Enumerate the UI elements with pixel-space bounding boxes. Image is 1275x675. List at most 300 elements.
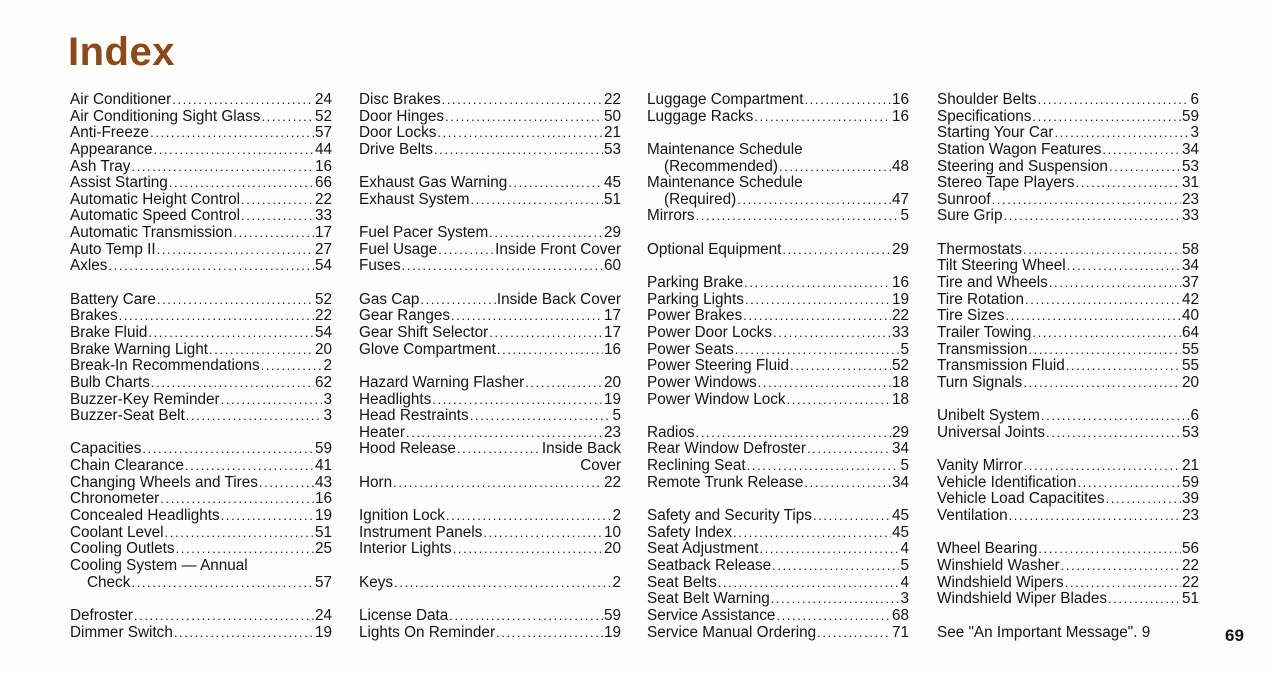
index-entry (647, 109, 909, 126)
dot-leader (142, 441, 314, 458)
page-reference: 2 (612, 507, 621, 525)
index-term: Transmission (937, 340, 1028, 358)
page-reference: 10 (603, 523, 621, 541)
dot-leader (1077, 475, 1181, 492)
page-reference: 53 (1181, 423, 1199, 441)
index-term: Drive Belts (359, 140, 433, 158)
page-reference: 16 (314, 157, 332, 175)
index-entry (359, 192, 621, 209)
index-term: Tire and Wheels (937, 274, 1048, 292)
page-reference: 5 (900, 340, 909, 358)
page-reference: 27 (314, 240, 332, 258)
index-entry (647, 608, 909, 625)
page-reference: 43 (314, 473, 332, 491)
index-entry (937, 92, 1199, 109)
index-term: Capacities (70, 440, 142, 458)
index-column-4 (937, 92, 1199, 641)
index-entry (937, 541, 1199, 558)
dot-leader (1046, 425, 1181, 442)
dot-leader (1041, 408, 1190, 425)
page-reference: 41 (314, 457, 332, 475)
index-term: Ventilation (937, 507, 1008, 525)
index-term: Vehicle Load Capacitites (937, 490, 1105, 508)
index-term: Fuel Usage (359, 240, 438, 258)
index-entry (70, 408, 332, 425)
index-entry (647, 558, 909, 575)
entry-spacer (359, 208, 621, 225)
dot-leader (154, 142, 314, 159)
dot-leader (446, 508, 612, 525)
index-term: Appearance (70, 140, 153, 158)
index-entry (647, 192, 909, 209)
page-reference: 19 (603, 623, 621, 641)
page-reference: 2 (323, 357, 332, 375)
index-entry (70, 458, 332, 475)
dot-leader (261, 109, 314, 126)
index-entry (937, 308, 1199, 325)
dot-leader (165, 525, 314, 542)
entry-spacer (359, 358, 621, 375)
dot-leader (1055, 125, 1190, 142)
index-column-1 (70, 92, 332, 641)
page-reference: 4 (900, 540, 909, 558)
dot-leader (497, 342, 603, 359)
index-entry (647, 591, 909, 608)
index-entry (937, 325, 1199, 342)
dot-leader (1038, 541, 1181, 558)
index-entry (937, 159, 1199, 176)
index-entry (359, 175, 621, 192)
page-reference: 23 (1181, 190, 1199, 208)
index-term: Axles (70, 257, 108, 275)
dot-leader (813, 508, 891, 525)
index-term: Coolant Level (70, 523, 164, 541)
index-term: Starting Your Car (937, 124, 1054, 142)
index-term: Battery Care (70, 290, 156, 308)
page-reference: 34 (1181, 257, 1199, 275)
index-term: Remote Trunk Release (647, 473, 804, 491)
index-term: Brake Warning Light (70, 340, 209, 358)
index-term: Exhaust Gas Warning (359, 174, 508, 192)
index-term: Bulb Charts (70, 373, 150, 391)
index-entry (359, 475, 621, 492)
entry-spacer (359, 558, 621, 575)
dot-leader (804, 475, 891, 492)
entry-spacer (647, 258, 909, 275)
page-reference: 31 (1181, 174, 1199, 192)
dot-leader (169, 175, 314, 192)
dot-leader (804, 92, 891, 109)
page-reference: 33 (1181, 207, 1199, 225)
index-term: Disc Brakes (359, 91, 441, 108)
dot-leader (759, 541, 899, 558)
dot-leader (434, 142, 603, 159)
index-entry (647, 242, 909, 259)
index-term: Power Brakes (647, 307, 743, 325)
index-term: Parking Lights (647, 290, 744, 308)
page-reference: 42 (1181, 290, 1199, 308)
dot-leader (992, 192, 1181, 209)
page-reference: 60 (603, 257, 621, 275)
dot-leader (1009, 508, 1181, 525)
index-entry (70, 208, 332, 225)
dot-leader (174, 625, 314, 642)
page-reference: 22 (314, 190, 332, 208)
index-entry (647, 92, 909, 109)
index-term: Specifications (937, 107, 1032, 125)
dot-leader (1023, 375, 1181, 392)
dot-leader (772, 558, 899, 575)
page-reference: 53 (1181, 157, 1199, 175)
index-entry (70, 192, 332, 209)
dot-leader (221, 392, 323, 409)
entry-spacer (647, 125, 909, 142)
index-entry (937, 275, 1199, 292)
index-term: Station Wagon Features (937, 140, 1102, 158)
dot-leader (233, 225, 314, 242)
index-term: Fuses (359, 257, 401, 275)
page-reference: 34 (891, 473, 909, 491)
dot-leader (151, 375, 314, 392)
page-reference: 58 (1181, 240, 1199, 258)
page-reference: 18 (891, 373, 909, 391)
entry-spacer (359, 159, 621, 176)
index-term: Auto Temp II (70, 240, 156, 258)
dot-leader (445, 109, 603, 126)
index-entry (647, 508, 909, 525)
index-entry (937, 192, 1199, 209)
entry-spacer (937, 525, 1199, 542)
page-reference: 62 (314, 373, 332, 391)
index-entry (647, 475, 909, 492)
index-term: Hazard Warning Flasher (359, 373, 525, 391)
entry-spacer (937, 441, 1199, 458)
dot-leader (131, 159, 314, 176)
page-reference: 20 (603, 540, 621, 558)
page-reference: 59 (1181, 473, 1199, 491)
dot-leader (1066, 358, 1181, 375)
index-entry (70, 292, 332, 309)
index-entry (359, 425, 621, 442)
index-entry (937, 625, 1199, 642)
entry-separator: . (1133, 623, 1142, 641)
index-term: Trailer Towing (937, 323, 1032, 341)
page-reference: 29 (891, 240, 909, 258)
index-term: Automatic Speed Control (70, 207, 241, 225)
index-term: Sure Grip (937, 207, 1003, 225)
page-reference: Inside Back (541, 440, 621, 458)
entry-spacer (359, 275, 621, 292)
index-entry (647, 325, 909, 342)
index-entry (359, 109, 621, 126)
dot-leader (470, 408, 612, 425)
index-term: Door Hinges (359, 107, 445, 125)
page-reference: 48 (891, 157, 909, 175)
index-entry (647, 392, 909, 409)
page-reference: 54 (314, 323, 332, 341)
page-reference: 3 (1190, 124, 1199, 142)
index-term: Universal Joints (937, 423, 1045, 441)
index-entry (937, 258, 1199, 275)
index-term: Assist Starting (70, 174, 168, 192)
index-term: Power Steering Fluid (647, 357, 789, 375)
index-term: Vehicle Identification (937, 473, 1077, 491)
page-reference: 59 (1181, 107, 1199, 125)
dot-leader (1028, 342, 1181, 359)
page-reference: 16 (314, 490, 332, 508)
page-reference: 19 (314, 623, 332, 641)
index-entry (70, 358, 332, 375)
index-entry (70, 625, 332, 642)
index-term: Interior Lights (359, 540, 452, 558)
index-entry (647, 342, 909, 359)
dot-leader (186, 408, 323, 425)
dot-leader (1065, 575, 1181, 592)
page-reference: 16 (603, 340, 621, 358)
index-term: (Recommended) (664, 157, 778, 175)
dot-leader (745, 292, 891, 309)
index-term: Luggage Compartment (647, 91, 804, 108)
index-entry (937, 458, 1199, 475)
index-term: Cooling Outlets (70, 540, 175, 558)
page-reference: Cover (580, 457, 621, 475)
page-reference: 57 (314, 124, 332, 142)
index-entry (359, 342, 621, 359)
page-reference: 45 (891, 507, 909, 525)
page-reference: 57 (314, 573, 332, 591)
dot-leader (1049, 275, 1181, 292)
dot-leader (1106, 491, 1181, 508)
dot-leader (1023, 242, 1181, 259)
dot-leader (696, 208, 900, 225)
index-term: Windshield Wiper Blades (937, 590, 1108, 608)
index-column-3 (647, 92, 909, 641)
index-entry (70, 225, 332, 242)
index-entry (937, 142, 1199, 159)
dot-leader (1067, 258, 1181, 275)
index-entry (359, 575, 621, 592)
index-entry (70, 491, 332, 508)
index-term: Automatic Height Control (70, 190, 241, 208)
dot-leader (453, 541, 603, 558)
page-reference: 16 (891, 107, 909, 125)
entry-spacer (647, 408, 909, 425)
page-reference: 37 (1181, 274, 1199, 292)
page-reference: 17 (603, 307, 621, 325)
index-entry (70, 325, 332, 342)
index-term: Turn Signals (937, 373, 1023, 391)
index-entry (70, 475, 332, 492)
index-entry (359, 608, 621, 625)
index-term: Windshield Wipers (937, 573, 1064, 591)
index-term: Lights On Reminder (359, 623, 496, 641)
dot-leader (817, 625, 891, 642)
index-entry (647, 525, 909, 542)
index-term: Shoulder Belts (937, 91, 1037, 108)
page-reference: 19 (891, 290, 909, 308)
page-reference: 24 (314, 606, 332, 624)
page-reference: 16 (891, 91, 909, 108)
page-reference: 45 (603, 174, 621, 192)
dot-leader (735, 342, 900, 359)
page-reference: 66 (314, 174, 332, 192)
index-entry (70, 375, 332, 392)
page-reference: 20 (603, 373, 621, 391)
index-term: Hood Release (359, 440, 456, 458)
index-entry (359, 625, 621, 642)
index-entry (647, 358, 909, 375)
dot-leader (119, 308, 314, 325)
index-term: Steering and Suspension (937, 157, 1108, 175)
page-reference: 29 (603, 224, 621, 242)
page-reference: 51 (1181, 590, 1199, 608)
dot-leader (221, 508, 314, 525)
index-entry (70, 525, 332, 542)
index-term: Defroster (70, 606, 133, 624)
index-term: Transmission Fluid (937, 357, 1065, 375)
index-entry (359, 375, 621, 392)
index-entry (937, 591, 1199, 608)
index-term: Gear Ranges (359, 307, 450, 325)
dot-leader (471, 192, 603, 209)
index-entry (359, 258, 621, 275)
index-entry (647, 541, 909, 558)
dot-leader (787, 392, 891, 409)
index-entry (937, 491, 1199, 508)
index-term: Wheel Bearing (937, 540, 1038, 558)
dot-leader (1003, 208, 1181, 225)
index-term: Air Conditioning Sight Glass (70, 107, 261, 125)
dot-leader (1075, 175, 1181, 192)
index-entry (70, 558, 332, 575)
index-entry (70, 125, 332, 142)
dot-leader (496, 625, 603, 642)
index-term: Safety Index (647, 523, 733, 541)
dot-leader (438, 242, 494, 259)
index-term: (Required) (664, 190, 737, 208)
entry-spacer (359, 591, 621, 608)
dot-leader (771, 591, 900, 608)
index-term: Ash Tray (70, 157, 131, 175)
index-entry (937, 508, 1199, 525)
page-reference: 22 (314, 307, 332, 325)
index-term: Power Seats (647, 340, 734, 358)
index-term: Tire Sizes (937, 307, 1005, 325)
dot-leader (1032, 109, 1181, 126)
index-term: Tilt Steering Wheel (937, 257, 1066, 275)
index-term: Chronometer (70, 490, 160, 508)
page-reference: 34 (891, 440, 909, 458)
index-entry (70, 175, 332, 192)
page-reference: 55 (1181, 357, 1199, 375)
index-entry (70, 608, 332, 625)
index-term: Headlights (359, 390, 432, 408)
page-reference: 56 (1181, 540, 1199, 558)
dot-leader (241, 208, 314, 225)
entry-spacer (70, 425, 332, 442)
page-reference: 22 (603, 473, 621, 491)
index-term: Luggage Racks (647, 107, 754, 125)
index-term: Parking Brake (647, 274, 744, 292)
index-entry (70, 242, 332, 259)
index-entry (937, 342, 1199, 359)
index-entry (70, 308, 332, 325)
index-term: Keys (359, 573, 394, 591)
index-column-2 (359, 92, 621, 641)
index-term: Buzzer-Key Reminder (70, 390, 220, 408)
index-term: Power Windows (647, 373, 757, 391)
page-reference: 4 (900, 573, 909, 591)
index-entry (359, 458, 621, 475)
dot-leader (483, 525, 603, 542)
index-entry (359, 541, 621, 558)
index-term: Radios (647, 423, 695, 441)
index-term: Safety and Security Tips (647, 507, 812, 525)
index-entry (647, 458, 909, 475)
index-term: Power Window Lock (647, 390, 786, 408)
dot-leader (737, 192, 891, 209)
page-reference: 47 (891, 190, 909, 208)
index-term: Service Assistance (647, 606, 776, 624)
dot-leader (1005, 308, 1181, 325)
page-reference: 68 (891, 606, 909, 624)
index-entry (647, 208, 909, 225)
dot-leader (148, 325, 314, 342)
index-term: Service Manual Ordering (647, 623, 817, 641)
entry-spacer (647, 491, 909, 508)
index-term: Fuel Pacer System (359, 224, 489, 242)
index-term: Instrument Panels (359, 523, 483, 541)
dot-leader (1102, 142, 1181, 159)
page-reference: 20 (314, 340, 332, 358)
index-entry (937, 375, 1199, 392)
page-reference: 22 (891, 307, 909, 325)
page-reference: 59 (603, 606, 621, 624)
index-term: Winshield Washer (937, 556, 1060, 574)
page-reference: 52 (314, 290, 332, 308)
dot-leader (776, 608, 891, 625)
entry-spacer (937, 225, 1199, 242)
index-entry (937, 575, 1199, 592)
page-reference: 5 (612, 407, 621, 425)
page-number: 69 (1225, 626, 1244, 645)
index-entry (359, 292, 621, 309)
index-entry (647, 375, 909, 392)
index-entry (937, 109, 1199, 126)
index-term: Anti-Freeze (70, 124, 150, 142)
index-entry (647, 175, 909, 192)
page-reference: 9 (1141, 623, 1151, 641)
page-reference: 5 (900, 457, 909, 475)
dot-leader (402, 258, 603, 275)
page-reference: 55 (1181, 340, 1199, 358)
dot-leader (1025, 292, 1181, 309)
page-reference: 2 (612, 573, 621, 591)
index-term: Concealed Headlights (70, 507, 220, 525)
dot-leader (1032, 325, 1181, 342)
dot-leader (449, 608, 603, 625)
page-reference: 19 (314, 507, 332, 525)
dot-leader (744, 275, 891, 292)
index-term: Vanity Mirror (937, 457, 1023, 475)
dot-leader (437, 125, 603, 142)
index-entry (647, 441, 909, 458)
index-term: Buzzer-Seat Belt (70, 407, 185, 425)
index-entry (359, 142, 621, 159)
index-term: Brakes (70, 307, 118, 325)
dot-leader (209, 342, 314, 359)
index-term: Head Restraints (359, 407, 469, 425)
